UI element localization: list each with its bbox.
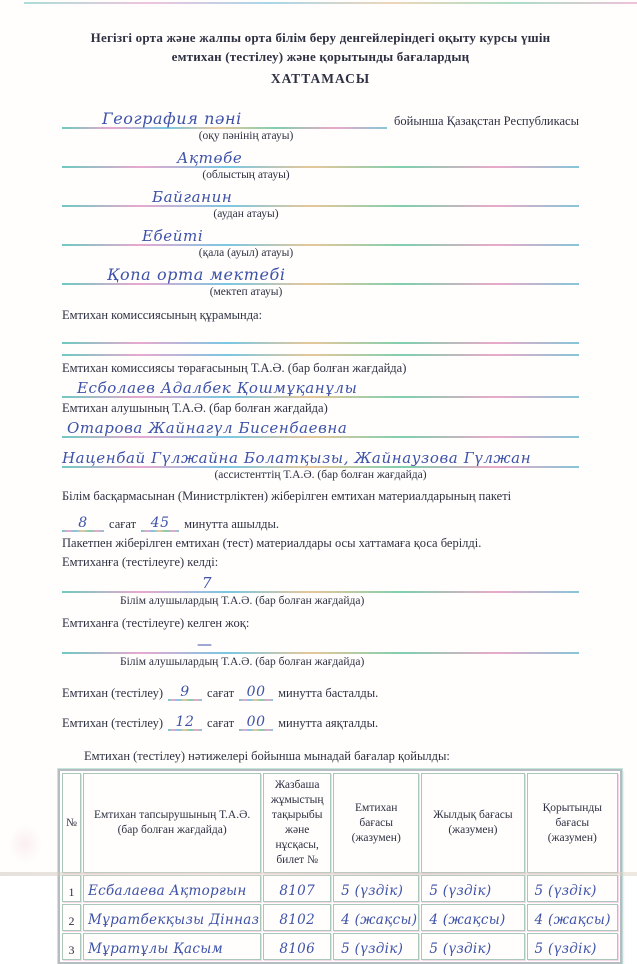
end-hour-handwritten: 12	[175, 714, 195, 730]
col-header-exam-grade: Емтихан бағасы (жазумен)	[333, 773, 419, 873]
subject-handwritten-value: География пәні	[102, 109, 242, 128]
end-minute-line	[239, 715, 273, 731]
row1-num: 1	[62, 875, 81, 902]
start-hour-handwritten: 9	[180, 684, 190, 700]
subject-caption: (оқу пәнінің атауы)	[198, 130, 294, 142]
field-subject	[62, 106, 579, 143]
row3-num: 3	[62, 933, 81, 960]
table-row	[62, 904, 618, 931]
start-minute-line	[239, 685, 273, 701]
district-handwritten-value: Байганин	[152, 188, 233, 206]
assistant-signature-line	[62, 451, 579, 468]
title-line-1: Негізгі орта және жалпы орта білім беру денгейлеріндегі оқыту курсы үшін	[90, 30, 551, 45]
assistant-handwritten-names: Наценбай Гүлжайна Болатқызы, Жайнаузова Гүлжан	[62, 449, 532, 467]
absent-label: Емтиханға (тестілеуге) келген жоқ:	[62, 616, 250, 630]
results-table	[58, 769, 622, 964]
end-prefix: Емтихан (тестілеу)	[62, 716, 164, 730]
oblast-handwritten-value: Ақтөбе	[177, 149, 243, 167]
city-signature-line	[62, 229, 579, 246]
district-caption: (аудан атауы)	[213, 208, 279, 220]
field-school	[62, 262, 579, 299]
col-header-year-grade: Жылдық бағасы (жазумен)	[421, 773, 524, 873]
start-hour-line	[168, 685, 202, 701]
row1-name: Есбалаева Ақторғын	[83, 875, 261, 902]
examiner-label: Емтихан алушының Т.А.Ә. (бар болған жағдайда)	[62, 401, 328, 415]
row1-ticket: 8107	[263, 875, 331, 902]
title-line-2: емтихан (тестілеу) және қорытынды бағалардың	[171, 49, 470, 64]
row2-year-grade: 4 (жақсы)	[421, 904, 524, 931]
oblast-signature-line	[62, 151, 579, 168]
end-hour-word: сағат	[207, 716, 235, 730]
results-header-row	[62, 773, 618, 873]
package-paragraph: Білім басқармасынан (Министрліктен) жіберілген емтихан материалдарының пакеті	[62, 489, 512, 503]
blank-signature-line-2	[62, 344, 579, 356]
document-title	[62, 28, 579, 88]
start-prefix: Емтихан (тестілеу)	[62, 686, 164, 700]
students-caption-2: Білім алушылардың Т.А.Ә. (бар болған жағдайда)	[120, 656, 365, 668]
scan-edge-artifact-bottom	[0, 872, 637, 876]
school-signature-line	[62, 267, 579, 285]
chairman-label: Емтихан комиссиясы төрағасының Т.А.Ә. (бар болған жағдайда)	[62, 361, 407, 375]
row2-num: 2	[62, 904, 81, 931]
start-time-line	[62, 679, 579, 701]
table-row	[62, 933, 618, 960]
row3-final-grade: 5 (үздік)	[527, 933, 618, 960]
row1-final-grade: 5 (үздік)	[527, 875, 618, 902]
row3-year-grade: 5 (үздік)	[421, 933, 524, 960]
field-district	[62, 184, 579, 221]
subject-after-text: бойынша Қазақстан Республикасы	[394, 114, 579, 128]
row2-exam-grade: 4 (жақсы)	[333, 904, 419, 931]
package-hour-word: сағат	[109, 517, 137, 531]
col-header-name: Емтихан тапсырушының Т.А.Ә. (бар болған жағдайда)	[83, 773, 261, 873]
commission-heading: Емтихан комиссиясының құрамында:	[62, 308, 263, 322]
subject-signature-line	[62, 111, 387, 129]
package-hour-handwritten: 8	[78, 515, 88, 531]
blank-signature-line-1	[62, 332, 579, 344]
row2-ticket: 8102	[263, 904, 331, 931]
end-suffix: минутта аяқталды.	[278, 716, 379, 730]
students-caption-1: Білім алушылардың Т.А.Ә. (бар болған жағдайда)	[120, 595, 365, 607]
row1-year-grade: 5 (үздік)	[421, 875, 524, 902]
col-header-num: №	[62, 773, 81, 873]
absent-line	[62, 637, 579, 654]
school-handwritten-value: Қопа орта мектебі	[107, 265, 286, 284]
came-label: Емтиханға (тестілеуге) келді:	[62, 555, 219, 569]
start-suffix: минутта басталды.	[278, 686, 379, 700]
row2-name: Мұратбекқызы Дінназ	[83, 904, 261, 931]
package-minute-line	[141, 516, 179, 532]
start-minute-handwritten: 00	[246, 684, 266, 700]
start-hour-word: сағат	[207, 686, 235, 700]
came-handwritten-value: 7	[202, 574, 213, 592]
district-signature-line	[62, 190, 579, 207]
row1-exam-grade: 5 (үздік)	[333, 875, 419, 902]
row2-final-grade: 4 (жақсы)	[527, 904, 618, 931]
row3-ticket: 8106	[263, 933, 331, 960]
package-open-time-line	[62, 510, 579, 532]
package-attached-paragraph: Пакетпен жіберілген емтихан (тест) материалдары осы хаттамаға қоса берілді.	[62, 536, 482, 550]
scan-edge-artifact-top	[24, 2, 637, 4]
scan-smudge-artifact	[8, 824, 42, 864]
package-minute-handwritten: 45	[150, 515, 170, 531]
came-line	[62, 576, 579, 593]
city-caption: (қала (ауыл) атауы)	[198, 247, 294, 259]
col-header-ticket: Жазбаша жұмыстың тақырыбы және нұсқасы, билет №	[263, 773, 331, 873]
assistant-caption: (ассистенттің Т.А.Ә. (бар болған жағдайда)	[214, 469, 427, 481]
city-handwritten-value: Ебейті	[142, 227, 204, 245]
school-caption: (мектеп атауы)	[209, 286, 283, 298]
oblast-caption: (облыстың атауы)	[202, 169, 290, 181]
row3-name: Мұратұлы Қасым	[83, 933, 261, 960]
end-minute-handwritten: 00	[246, 714, 266, 730]
row3-exam-grade: 5 (үздік)	[333, 933, 419, 960]
package-open-suffix: минутта ашылды.	[184, 517, 280, 531]
title-protocol-word: ХАТТАМАСЫ	[270, 71, 371, 86]
examiner-handwritten-name: Отарова Жайнагүл Бисенбаевна	[67, 419, 348, 437]
package-hour-line	[62, 516, 104, 532]
chairman-handwritten-name: Есболаев Адалбек Қошмұқанұлы	[77, 379, 358, 397]
table-row	[62, 875, 618, 902]
col-header-final-grade: Қорытынды бағасы (жазумен)	[527, 773, 618, 873]
results-intro: Емтихан (тестілеу) нәтижелері бойынша мынадай бағалар қойылды:	[84, 749, 450, 763]
field-oblast	[62, 145, 579, 182]
end-hour-line	[168, 715, 202, 731]
end-time-line	[62, 709, 579, 731]
chairman-signature-line	[62, 381, 579, 398]
absent-handwritten-value: —	[197, 635, 213, 653]
examiner-signature-line	[62, 421, 579, 438]
field-city	[62, 223, 579, 260]
